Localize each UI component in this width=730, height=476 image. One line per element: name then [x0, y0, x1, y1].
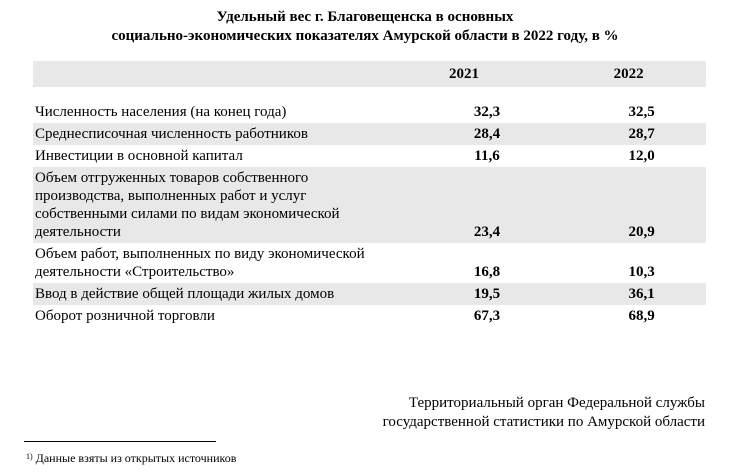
source-line-2: государственной статистики по Амурской области: [382, 414, 705, 430]
row-label: Объем работ, выполненных по виду экономической деятельности «Строительство»: [35, 246, 365, 280]
footnote-divider: [24, 441, 216, 442]
table-title-line-1: Удельный вес г. Благовещенска в основных: [216, 9, 514, 25]
row-value-2022: 10,3: [628, 264, 655, 280]
table-row: [33, 243, 706, 283]
table-row: [33, 305, 706, 327]
row-value-2022: 68,9: [628, 308, 655, 324]
source-line-1: Территориальный орган Федеральной службы: [408, 395, 705, 411]
source-attribution: [383, 394, 705, 432]
row-value-2022: 32,5: [628, 104, 655, 120]
table-row: [33, 167, 706, 243]
footnote: [26, 451, 236, 466]
row-label: Ввод в действие общей площади жилых домов: [33, 283, 377, 305]
footnote-marker: 1): [26, 452, 33, 461]
footnote-text: Данные взяты из открытых источников: [35, 451, 237, 465]
row-value-2021: 23,4: [377, 167, 552, 243]
row-label: Численность населения (на конец года): [35, 104, 287, 120]
row-label: Инвестиции в основной капитал: [35, 148, 243, 164]
row-label: Среднесписочная численность работников: [33, 123, 377, 145]
table-row: [33, 283, 706, 305]
table-title-line-2: социально-экономических показателях Амурской области в 2022 году, в %: [111, 28, 619, 44]
table-row: [33, 145, 706, 167]
row-value-2022: 20,9: [551, 167, 706, 243]
row-value-2022: 28,7: [551, 123, 706, 145]
statistics-table: [33, 61, 706, 327]
row-value-2021: 19,5: [377, 283, 552, 305]
table-header-row: [33, 61, 706, 87]
row-value-2021: 16,8: [473, 264, 501, 280]
table-spacer-row: [33, 87, 706, 101]
row-label: Оборот розничной торговли: [35, 308, 215, 324]
row-label: Объем отгруженных товаров собственного производства, выполненных работ и услуг собственными силами по видам экономической деятельности: [33, 167, 377, 243]
table-row: [33, 101, 706, 123]
header-year-2022: 2022: [551, 61, 706, 87]
table-title: [0, 8, 730, 46]
row-value-2021: 11,6: [474, 148, 500, 164]
row-value-2022: 12,0: [628, 148, 655, 164]
header-year-2021: 2021: [377, 61, 552, 87]
row-value-2022: 36,1: [551, 283, 706, 305]
row-value-2021: 32,3: [473, 104, 501, 120]
header-indicator: [33, 61, 377, 87]
table-row: [33, 123, 706, 145]
row-value-2021: 28,4: [377, 123, 552, 145]
row-value-2021: 67,3: [473, 308, 501, 324]
